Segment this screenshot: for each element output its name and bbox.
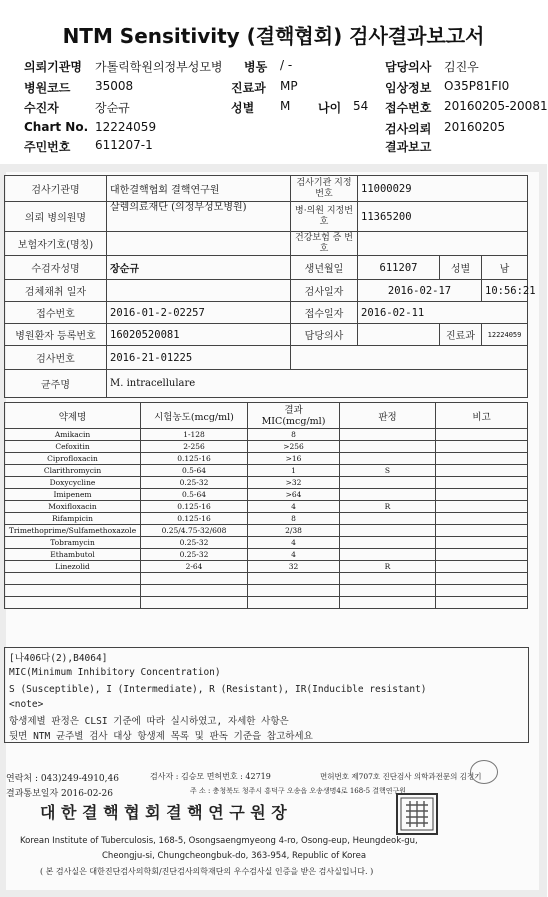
test-time-value: 10:56:21 <box>482 280 528 302</box>
lab-info-row <box>5 346 528 370</box>
drug-name-cell <box>5 585 141 597</box>
mic-result-cell: >32 <box>248 477 340 489</box>
seal-icon <box>398 795 436 833</box>
reg-no-label: 병원환자 등록번호 <box>5 324 107 346</box>
lab-info-row <box>5 324 528 346</box>
receipt-no-value: 2016-01-2-02257 <box>107 302 291 324</box>
designation-label: 검사기관 지정번호 <box>291 176 358 202</box>
age-value: 54 <box>353 99 369 113</box>
test-range-cell: 0.25/4.75-32/608 <box>141 525 248 537</box>
mic-result-cell <box>248 573 340 585</box>
rrn-value: 611207-1 <box>95 138 153 152</box>
drug-row <box>5 429 528 441</box>
test-range-cell: 0.25-32 <box>141 537 248 549</box>
remark-cell <box>436 525 528 537</box>
doctor-label: 담당의사 <box>291 324 358 346</box>
drug-name-cell: Ethambutol <box>5 549 141 561</box>
drug-row <box>5 561 528 573</box>
drug-name-cell: Imipenem <box>5 489 141 501</box>
clinical-info-label: 임상정보 <box>385 81 432 95</box>
physician-value: 김진우 <box>444 60 479 74</box>
rrn-label: 주민번호 <box>24 140 71 154</box>
health-insurance-label: 건강보험 증 번호 <box>291 232 358 256</box>
drug-name-cell: Cefoxitin <box>5 441 141 453</box>
drug-header-cell: 시험농도(mcg/ml) <box>141 403 248 429</box>
dept-value: 12224059 <box>482 324 528 346</box>
request-date-label: 검사의뢰 <box>385 122 432 136</box>
footer-org-name: 대 한 결 핵 협 회 결 핵 연 구 원 장 <box>40 803 287 822</box>
dept-value: MP <box>280 79 298 93</box>
drug-header-cell: 비고 <box>436 403 528 429</box>
footer-address-kr: 주 소 : 충청북도 청주시 흥덕구 오송읍 오송생명4로 168-5 결핵연구원 <box>190 787 407 795</box>
drug-row <box>5 573 528 585</box>
ward-value: / - <box>280 58 293 72</box>
lab-info-row <box>5 176 528 202</box>
drug-name-cell: Ciprofloxacin <box>5 453 141 465</box>
remark-cell <box>436 477 528 489</box>
interpretation-cell: R <box>340 501 436 513</box>
interpretation-cell: S <box>340 465 436 477</box>
test-range-cell <box>141 597 248 609</box>
remark-cell <box>436 561 528 573</box>
drug-name-cell: Moxifloxacin <box>5 501 141 513</box>
notes-line-2: S (Susceptible), I (Intermediate), R (Resistant), IR(Inducible resistant) <box>9 684 427 695</box>
ordering-org-value: 가톨릭학원의정부성모병 <box>95 60 223 74</box>
interpretation-cell <box>340 525 436 537</box>
ward-label: 병동 <box>244 60 268 74</box>
drug-row <box>5 501 528 513</box>
test-range-cell: 0.5-64 <box>141 489 248 501</box>
remark-cell <box>436 465 528 477</box>
test-range-cell: 0.125-16 <box>141 453 248 465</box>
signature-stamp-icon <box>470 760 498 784</box>
mic-result-cell: 4 <box>248 501 340 513</box>
drug-name-cell: Trimethoprime/Sulfamethoxazole <box>5 525 141 537</box>
lab-info-row <box>5 280 528 302</box>
lab-org-label: 검사기관명 <box>5 176 107 202</box>
drug-row <box>5 453 528 465</box>
health-insurance-value <box>358 232 528 256</box>
drug-header-cell: 결과 MIC(mcg/ml) <box>248 403 340 429</box>
patient-label: 수검자성명 <box>5 256 107 280</box>
drug-name-cell: Clarithromycin <box>5 465 141 477</box>
notes-line-1: MIC(Minimum Inhibitory Concentration) <box>9 667 221 678</box>
reg-no-value: 16020520081 <box>107 324 291 346</box>
designation-value: 11000029 <box>358 176 528 202</box>
collector-label: 수진자 <box>24 101 59 115</box>
test-no-value: 2016-21-01225 <box>107 346 291 370</box>
remark-cell <box>436 537 528 549</box>
footer-tester: 검사자 : 김승모 면허번호 : 42719 <box>150 772 271 781</box>
footer-address-en-2: Cheongju-si, Chungcheongbuk-do, 363-954, Republic of Korea <box>102 851 367 861</box>
interpretation-cell <box>340 537 436 549</box>
test-range-cell: 1-128 <box>141 429 248 441</box>
test-range-cell: 0.25-32 <box>141 477 248 489</box>
test-no-label: 검사번호 <box>5 346 107 370</box>
receipt-date-label: 접수일자 <box>291 302 358 324</box>
report-title: NTM Sensitivity (결핵협회) 검사결과보고서 <box>62 24 485 48</box>
receipt-no-label: 접수번호 <box>5 302 107 324</box>
collect-date-label: 검체채취 일자 <box>5 280 107 302</box>
footer-certification: ( 본 검사실은 대한진단검사의학회/진단검사의학재단의 우수검사실 인증을 받은 검사실입니다. ) <box>40 867 374 876</box>
age-label: 나이 <box>318 101 342 115</box>
mic-result-cell <box>248 597 340 609</box>
lab-info-row <box>5 232 528 256</box>
notes-code: [나406다(2),B4064] <box>9 653 108 664</box>
lab-info-row <box>5 302 528 324</box>
mic-result-cell: >16 <box>248 453 340 465</box>
remark-cell <box>436 441 528 453</box>
req-org-label: 의뢰 병의원명 <box>5 202 107 232</box>
ordering-org-label: 의뢰기관명 <box>24 60 82 74</box>
hospital-code-value: 35008 <box>95 79 134 93</box>
remark-cell <box>436 489 528 501</box>
interpretation-cell <box>340 549 436 561</box>
remark-cell <box>436 549 528 561</box>
drug-name-cell <box>5 573 141 585</box>
drug-name-cell: Tobramycin <box>5 537 141 549</box>
remark-cell <box>436 453 528 465</box>
drug-header-cell: 약제명 <box>5 403 141 429</box>
dept-label: 진료과 <box>440 324 482 346</box>
footer-approver: 면허번호 제707호 진단검사 의학과전문의 김정기 <box>320 772 482 781</box>
insurance-value <box>107 232 291 256</box>
req-designation-label: 병·의원 지정번호 <box>291 202 358 232</box>
collect-date-value <box>107 280 291 302</box>
dob-value: 611207 <box>358 256 440 280</box>
drug-row <box>5 489 528 501</box>
lab-info-row <box>5 202 528 232</box>
interpretation-cell <box>340 513 436 525</box>
strain-label: 균주명 <box>5 370 107 398</box>
remark-cell <box>436 429 528 441</box>
remark-cell <box>436 573 528 585</box>
request-date-value: 20160205 <box>444 120 506 134</box>
interpretation-cell <box>340 429 436 441</box>
drug-row <box>5 585 528 597</box>
mic-result-cell: >256 <box>248 441 340 453</box>
drug-row <box>5 441 528 453</box>
sex-label: 성별 <box>231 101 255 115</box>
req-designation-value: 11365200 <box>358 202 528 232</box>
test-range-cell: 0.125-16 <box>141 501 248 513</box>
collector-value: 장순규 <box>95 101 130 115</box>
remark-cell <box>436 513 528 525</box>
interpretation-cell <box>340 489 436 501</box>
clinical-info-value: O35P81FI0 <box>444 79 510 93</box>
dob-label: 생년월일 <box>291 256 358 280</box>
lab-org-value: 대한결핵협회 결핵연구원 <box>107 176 291 202</box>
mic-result-cell: 32 <box>248 561 340 573</box>
accession-value: 20160205-20081 <box>444 99 548 113</box>
remark-cell <box>436 501 528 513</box>
drug-header-cell: 판정 <box>340 403 436 429</box>
notes-line-5: 뒷면 NTM 균주별 검사 대상 항생제 목록 및 판독 기준을 참고하세요 <box>9 731 313 742</box>
remark-cell <box>436 597 528 609</box>
notes-line-4: 항생제별 판정은 CLSI 기준에 따라 실시하였고, 자세한 사항은 <box>9 716 289 727</box>
test-date-value: 2016-02-17 <box>358 280 482 302</box>
footer-address-en-1: Korean Institute of Tuberculosis, 168-5, Osongsaengmyeong 4-ro, Osong-eup, Heungdeok-gu, <box>20 836 418 846</box>
mic-result-cell: 8 <box>248 429 340 441</box>
chart-value: 12224059 <box>95 120 157 134</box>
test-range-cell: 2-256 <box>141 441 248 453</box>
sex-label: 성별 <box>440 256 482 280</box>
chart-label: Chart No. <box>24 120 89 134</box>
notes-line-3: <note> <box>9 699 44 710</box>
test-no-blank <box>291 346 528 370</box>
drug-row <box>5 465 528 477</box>
interpretation-cell: R <box>340 561 436 573</box>
doctor-value <box>358 324 440 346</box>
test-range-cell: 0.25-32 <box>141 549 248 561</box>
footer-report-date: 결과통보일자 2016-02-26 <box>6 789 113 799</box>
drug-name-cell: Doxycycline <box>5 477 141 489</box>
interpretation-cell <box>340 585 436 597</box>
drug-row <box>5 477 528 489</box>
interpretation-cell <box>340 573 436 585</box>
drug-name-cell: Linezolid <box>5 561 141 573</box>
dept-label: 진료과 <box>231 81 266 95</box>
official-seal <box>396 793 438 835</box>
test-range-cell: 0.5-64 <box>141 465 248 477</box>
footer-phone: 연락처 : 043)249-4910,46 <box>6 774 119 784</box>
mic-result-cell: 1 <box>248 465 340 477</box>
test-range-cell: 2-64 <box>141 561 248 573</box>
lab-info-table <box>4 175 536 398</box>
lab-info-row <box>5 370 528 398</box>
physician-label: 담당의사 <box>385 60 432 74</box>
interpretation-cell <box>340 477 436 489</box>
interpretation-cell <box>340 453 436 465</box>
mic-result-cell: 2/38 <box>248 525 340 537</box>
drug-row <box>5 525 528 537</box>
mic-result-cell <box>248 585 340 597</box>
lab-info-row <box>5 256 528 280</box>
test-range-cell <box>141 585 248 597</box>
drug-name-cell: Rifampicin <box>5 513 141 525</box>
hospital-code-label: 병원코드 <box>24 81 71 95</box>
test-range-cell: 0.125-16 <box>141 513 248 525</box>
sex-value: M <box>280 99 291 113</box>
remark-cell <box>436 585 528 597</box>
accession-label: 접수번호 <box>385 101 432 115</box>
patient-value: 장순규 <box>107 256 291 280</box>
receipt-date-value: 2016-02-11 <box>358 302 528 324</box>
drug-row <box>5 537 528 549</box>
req-org-value: 살렘의료재단 (의정부성모병원) <box>107 202 291 232</box>
test-date-label: 검사일자 <box>291 280 358 302</box>
sex-value: 남 <box>482 256 528 280</box>
mic-result-cell: 4 <box>248 537 340 549</box>
insurance-label: 보험자기호(명칭) <box>5 232 107 256</box>
drug-row <box>5 549 528 561</box>
interpretation-cell <box>340 597 436 609</box>
drug-name-cell <box>5 597 141 609</box>
drug-susceptibility-table <box>4 402 528 609</box>
drug-row <box>5 513 528 525</box>
strain-value: M. intracellulare <box>107 370 528 398</box>
drug-table-header <box>5 403 528 429</box>
test-range-cell <box>141 573 248 585</box>
mic-result-cell: 4 <box>248 549 340 561</box>
mic-result-cell: >64 <box>248 489 340 501</box>
drug-name-cell: Amikacin <box>5 429 141 441</box>
drug-row <box>5 597 528 609</box>
mic-result-cell: 8 <box>248 513 340 525</box>
interpretation-cell <box>340 441 436 453</box>
report-label: 결과보고 <box>385 140 432 154</box>
